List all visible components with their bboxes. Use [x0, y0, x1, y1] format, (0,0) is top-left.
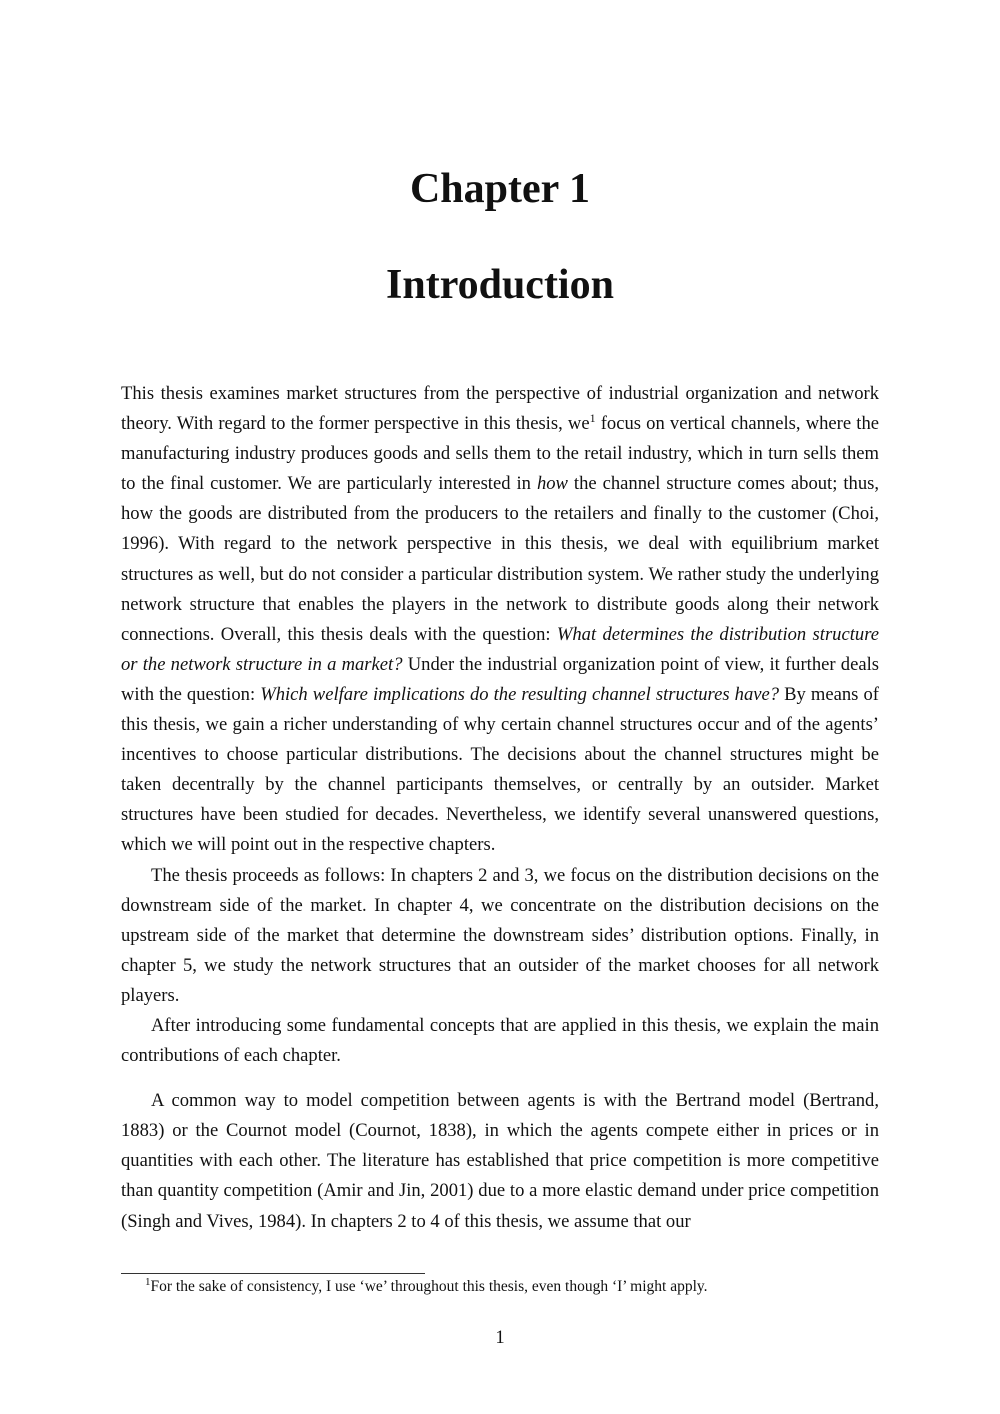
paragraph-1: [121, 379, 879, 861]
page-number: 1: [495, 1327, 505, 1348]
footnote-marker: 1: [589, 410, 596, 425]
paragraph-3: After introducing some fundamental concepts that are applied in this thesis, we explain the main contributions of each chapter.: [121, 1014, 879, 1067]
paragraph-1-text-a: This thesis examines market structures from the perspective of industrial organization and network theory. With regard to the former perspective in this thesis, we: [121, 383, 879, 435]
footnote: [121, 1276, 879, 1298]
paragraph-1-text-b: focus on vertical channels, where the manufacturing industry produces goods and sells them to the retail industry, which in turn sells them to the final customer. We are particularly interested in: [121, 413, 879, 495]
research-question-2: Which welfare implications do the resulting channel structures have?: [260, 683, 780, 705]
footnote-rule: [121, 1273, 425, 1274]
research-question-1: What determines the distribution structure or the network structure in a market?: [121, 623, 879, 675]
paragraph-1-text-d: Under the industrial organization point of view, it further deals with the question:: [121, 653, 879, 705]
chapter-label: Chapter 1: [409, 166, 591, 212]
footnote-text: For the sake of consistency, I use ‘we’ throughout this thesis, even though ‘I’ might apply.: [150, 1278, 708, 1295]
body-text: [121, 379, 879, 1237]
paragraph-2: The thesis proceeds as follows: In chapters 2 and 3, we focus on the distribution decisions on the downstream side of the market. In chapter 4, we concentrate on the distribution decisions on the upstream side of the market that determine the downstream sides’ distribution options. Finally, in chapter 5, we study the network structures that an outsider of the market chooses for all network players.: [121, 864, 879, 1006]
chapter-title: Introduction: [386, 262, 614, 308]
emphasis-how: how: [536, 473, 568, 495]
footnote-number: 1: [145, 1275, 151, 1288]
paragraph-1-text-e: By means of this thesis, we gain a richer understanding of why certain channel structures occur and of the agents’ incentives to choose particular distributions. The decisions about the channel structures might be taken decentrally by the channel participants themselves, or centrally by an outsider. Market structures have been studied for decades. Nevertheless, we identify several unanswered questions, which we will point out in the respective chapters.: [121, 683, 879, 856]
paragraph-4: A common way to model competition between agents is with the Bertrand model (Bertrand, 1883) or the Cournot model (Cournot, 1838), in which the agents compete either in prices or in quantities with each other. The literature has established that price competition is more competitive than quantity competition (Amir and Jin, 2001) due to a more elastic demand under price competition (Singh and Vives, 1984). In chapters 2 to 4 of this thesis, we assume that our: [121, 1090, 879, 1232]
paragraph-1-text-c: the channel structure comes about; thus, how the goods are distributed from the producers to the retailers and finally to the customer (Choi, 1996). With regard to the network perspective in this thesis, we deal with equilibrium market structures as well, but do not consider a particular distribution system. We rather study the underlying network structure that enables the players in the network to distribute goods along their network connections. Overall, this thesis deals with the question:: [121, 473, 879, 645]
